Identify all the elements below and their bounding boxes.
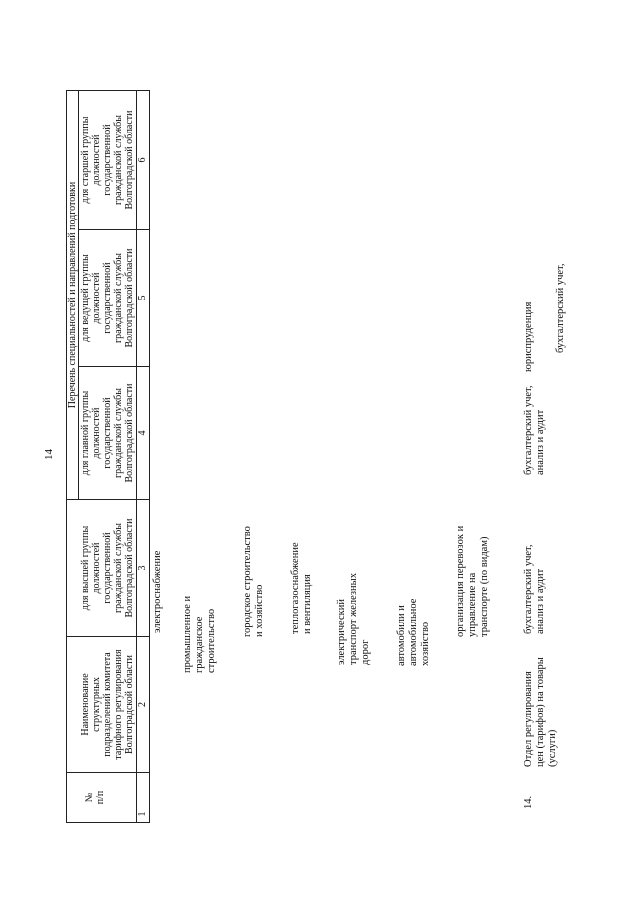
specialty-item: электрический транспорт железных дорог — [336, 573, 371, 665]
row-14-col4-specialty: бухгалтерский учет, анализ и аудит — [523, 385, 546, 475]
specialty-item: городское строительство и хозяйство — [242, 526, 265, 637]
specialty-item: автомобили и автомобильное хозяйство — [396, 598, 431, 666]
col-number-6: 6 — [137, 157, 148, 163]
specialty-item: организация перевозок и управление на транспорте (по видам) — [455, 525, 490, 637]
row-14-number: 14. — [523, 795, 534, 809]
col-number-4: 4 — [137, 430, 148, 436]
col-number-2: 2 — [137, 702, 148, 707]
row-14-col5-specialty: юриспруденция — [523, 301, 534, 372]
specialty-item: электроснабжение — [152, 550, 163, 633]
col-number-5: 5 — [137, 295, 148, 301]
specialty-item: теплогазоснабжение и вентиляция — [290, 542, 313, 634]
table-left-border — [66, 822, 150, 823]
specialty-item: промышленное и гражданское строительство — [182, 595, 217, 673]
header-structural-units: Наименование структурных подразделений комитета тарифного регулирования Волгоградской области — [80, 649, 135, 760]
col-number-1: 1 — [137, 811, 148, 817]
header-senior-group: для старшей группы должностей государственной гражданской службы Волгоградской области — [80, 110, 135, 210]
header-number: № п/п — [84, 790, 106, 805]
col-number-3: 3 — [137, 565, 148, 571]
page-number: 14 — [43, 449, 55, 460]
row-14-col3-specialty: бухгалтерский учет, анализ и аудит — [523, 544, 546, 634]
row-14-department-name: Отдел регулирования цен (тарифов) на товары (услуги) — [523, 657, 558, 767]
header-higher-group: для высшей группы должностей государственной гражданской службы Волгоградской области — [80, 518, 135, 618]
header-main-group: для главной группы должностей государственной гражданской службы Волгоградской области — [80, 383, 135, 483]
header-specialty-group: Перечень специальностей и направлений подготовки — [67, 181, 78, 409]
number-row-bottom-border — [149, 91, 150, 823]
header-leading-group: для ведущей группы должностей государственной гражданской службы Волгоградской области — [80, 248, 135, 348]
row-14-col6-specialty: бухгалтерский учет, — [555, 263, 566, 353]
